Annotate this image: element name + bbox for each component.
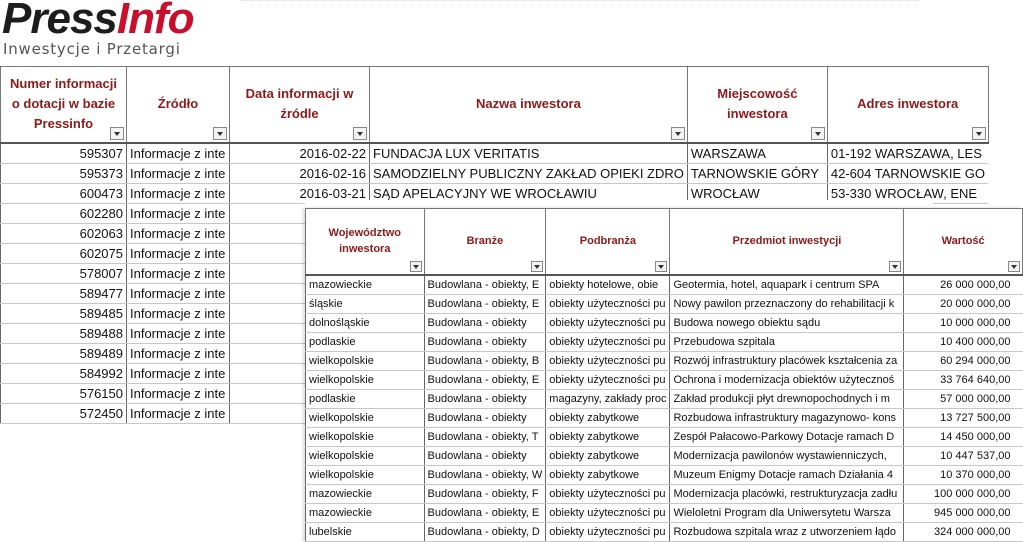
- table-cell[interactable]: 13 727 500,00: [904, 408, 1023, 427]
- logo-title: PressInfo: [2, 0, 194, 43]
- table-cell[interactable]: 2016-02-16: [230, 163, 370, 183]
- table-cell[interactable]: Budowlana - obiekty: [424, 389, 546, 408]
- header-row: [1, 67, 989, 143]
- table-cell[interactable]: 945 000 000,00: [904, 503, 1023, 522]
- table-cell[interactable]: 2016-02-22: [230, 143, 370, 164]
- table-cell[interactable]: obiekty użyteczności pu: [546, 332, 670, 351]
- column-header-investment-subject: Przedmiot inwestycji: [670, 209, 904, 275]
- table-row[interactable]: [306, 484, 1023, 503]
- table-row[interactable]: [306, 446, 1023, 465]
- table-cell[interactable]: Budowlana - obiekty: [424, 446, 546, 465]
- table-cell[interactable]: 589477: [1, 283, 127, 303]
- table-cell[interactable]: mazowieckie: [306, 503, 425, 522]
- table-cell[interactable]: 576150: [1, 383, 127, 403]
- table-cell[interactable]: SĄD APELACYJNY WE WROCŁAWIU: [370, 183, 688, 203]
- table-cell[interactable]: Wieloletni Program dla Uniwersytetu Warsza: [670, 503, 904, 522]
- header-row: [306, 209, 1023, 275]
- filter-dropdown-icon[interactable]: [531, 261, 543, 272]
- filter-dropdown-icon[interactable]: [1008, 261, 1020, 272]
- filter-dropdown-icon[interactable]: [410, 261, 422, 272]
- column-header-value: Wartość: [904, 209, 1023, 275]
- table-cell[interactable]: 10 447 537,00: [904, 446, 1023, 465]
- table-cell[interactable]: Budowlana - obiekty, W: [424, 465, 546, 484]
- table-cell[interactable]: Zespół Pałacowo-Parkowy Dotacje ramach D: [670, 427, 904, 446]
- table-cell[interactable]: obiekty zabytkowe: [546, 446, 670, 465]
- table-cell[interactable]: Rozbudowa infrastruktury magazynowo- kons: [670, 408, 904, 427]
- table-cell[interactable]: obiekty użyteczności pu: [546, 503, 670, 522]
- table-cell[interactable]: Budowlana - obiekty: [424, 313, 546, 332]
- table-cell[interactable]: 10 370 000,00: [904, 465, 1023, 484]
- table-cell[interactable]: obiekty hotelowe, obie: [546, 275, 670, 295]
- column-header-subindustry: Podbranża: [546, 209, 670, 275]
- table-cell[interactable]: TARNOWSKIE GÓRY: [687, 163, 827, 183]
- table-cell[interactable]: 100 000 000,00: [904, 484, 1023, 503]
- table-row[interactable]: [306, 522, 1023, 541]
- table-cell[interactable]: podlaskie: [306, 389, 425, 408]
- table-cell[interactable]: WROCŁAW: [687, 183, 827, 203]
- table-cell[interactable]: Budowlana - obiekty, E: [424, 275, 546, 295]
- table-row[interactable]: [306, 332, 1023, 351]
- table-cell[interactable]: Budowa nowego obiektu sądu: [670, 313, 904, 332]
- table-cell[interactable]: podlaskie: [306, 332, 425, 351]
- table-cell[interactable]: Budowlana - obiekty: [424, 332, 546, 351]
- table-cell[interactable]: Przebudowa szpitala: [670, 332, 904, 351]
- table-cell[interactable]: Budowlana - obiekty: [424, 408, 546, 427]
- table-row[interactable]: [306, 313, 1023, 332]
- column-header-industries: Branże: [424, 209, 546, 275]
- column-header-investor-city: Miejscowość inwestora: [687, 67, 827, 143]
- table-cell[interactable]: obiekty zabytkowe: [546, 408, 670, 427]
- table-cell[interactable]: 572450: [1, 403, 127, 423]
- table-row[interactable]: [306, 408, 1023, 427]
- table-cell[interactable]: Budowlana - obiekty, E: [424, 503, 546, 522]
- table-cell[interactable]: Budowlana - obiekty, D: [424, 522, 546, 541]
- column-header-source: Źródło: [127, 67, 230, 143]
- table-cell[interactable]: obiekty użyteczności pu: [546, 484, 670, 503]
- top-divider: [240, 0, 920, 2]
- table-cell[interactable]: 324 000 000,00: [904, 522, 1023, 541]
- table-cell[interactable]: Muzeum Enigmy Dotacje ramach Działania 4: [670, 465, 904, 484]
- table-cell[interactable]: 57 000 000,00: [904, 389, 1023, 408]
- table-cell[interactable]: 60 294 000,00: [904, 351, 1023, 370]
- table-cell[interactable]: 602063: [1, 223, 127, 243]
- investment-details-table: [305, 208, 1023, 542]
- table-cell[interactable]: 584992: [1, 363, 127, 383]
- table-cell[interactable]: wielkopolskie: [306, 427, 425, 446]
- table-row[interactable]: [306, 275, 1023, 295]
- table-cell[interactable]: Budowlana - obiekty, F: [424, 484, 546, 503]
- filter-dropdown-icon[interactable]: [213, 127, 227, 140]
- filter-dropdown-icon[interactable]: [972, 127, 986, 140]
- table-cell[interactable]: Informacje z inte: [127, 383, 230, 403]
- table-cell[interactable]: 602075: [1, 243, 127, 263]
- table-cell[interactable]: 10 000 000,00: [904, 313, 1023, 332]
- table-cell[interactable]: obiekty użyteczności pu: [546, 294, 670, 313]
- table-cell[interactable]: Zakład produkcji płyt drewnopochodnych i m: [670, 389, 904, 408]
- table-cell[interactable]: mazowieckie: [306, 275, 425, 295]
- table-cell[interactable]: Budowlana - obiekty, E: [424, 370, 546, 389]
- table-cell[interactable]: Informacje z inte: [127, 243, 230, 263]
- table-cell[interactable]: Geotermia, hotel, aquapark i centrum SPA: [670, 275, 904, 295]
- table-cell[interactable]: WARSZAWA: [687, 143, 827, 164]
- table-cell[interactable]: Informacje z inte: [127, 343, 230, 363]
- table-cell[interactable]: 2016-03-21: [230, 183, 370, 203]
- table-row[interactable]: [1, 143, 989, 164]
- filter-dropdown-icon[interactable]: [811, 127, 825, 140]
- table-row[interactable]: [306, 427, 1023, 446]
- table-cell[interactable]: wielkopolskie: [306, 408, 425, 427]
- overlay-gap: [305, 200, 933, 208]
- filter-dropdown-icon[interactable]: [110, 127, 124, 140]
- table-cell[interactable]: Informacje z inte: [127, 403, 230, 423]
- table-row[interactable]: [1, 163, 989, 183]
- pressinfo-logo: [2, 0, 232, 62]
- table-cell[interactable]: mazowieckie: [306, 484, 425, 503]
- table-cell[interactable]: 14 450 000,00: [904, 427, 1023, 446]
- table-row[interactable]: [306, 370, 1023, 389]
- table-cell[interactable]: wielkopolskie: [306, 446, 425, 465]
- table-cell[interactable]: Rozwój infrastruktury placówek kształcenia za: [670, 351, 904, 370]
- table-cell[interactable]: Ochrona i modernizacja obiektów użytecznoś: [670, 370, 904, 389]
- table-cell[interactable]: obiekty użyteczności pu: [546, 522, 670, 541]
- table-row[interactable]: [306, 465, 1023, 484]
- table-cell[interactable]: Modernizacja pawilonów wystawienniczych,: [670, 446, 904, 465]
- table-cell[interactable]: wielkopolskie: [306, 465, 425, 484]
- table-cell[interactable]: obiekty zabytkowe: [546, 427, 670, 446]
- table-cell[interactable]: obiekty użyteczności pu: [546, 313, 670, 332]
- table-cell[interactable]: SAMODZIELNY PUBLICZNY ZAKŁAD OPIEKI ZDRO: [370, 163, 688, 183]
- table-cell[interactable]: 595373: [1, 163, 127, 183]
- table-cell[interactable]: obiekty użyteczności pu: [546, 370, 670, 389]
- table-cell[interactable]: 589489: [1, 343, 127, 363]
- table-cell[interactable]: 10 400 000,00: [904, 332, 1023, 351]
- filter-dropdown-icon[interactable]: [671, 127, 685, 140]
- table-cell[interactable]: dolnośląskie: [306, 313, 425, 332]
- table-cell[interactable]: Informacje z inte: [127, 223, 230, 243]
- table-cell[interactable]: obiekty zabytkowe: [546, 465, 670, 484]
- table-cell[interactable]: Modernizacja placówki, restrukturyzacja zadłu: [670, 484, 904, 503]
- table-row[interactable]: [306, 389, 1023, 408]
- table-cell[interactable]: magazyny, zakłady proc: [546, 389, 670, 408]
- table-cell[interactable]: obiekty użyteczności pu: [546, 351, 670, 370]
- table-cell[interactable]: 26 000 000,00: [904, 275, 1023, 295]
- table-cell[interactable]: 20 000 000,00: [904, 294, 1023, 313]
- table-cell[interactable]: 01-192 WARSZAWA, LES: [827, 143, 988, 164]
- table-cell[interactable]: 595307: [1, 143, 127, 164]
- table-cell[interactable]: Rozbudowa szpitala wraz z utworzeniem łądo: [670, 522, 904, 541]
- filter-dropdown-icon[interactable]: [655, 261, 667, 272]
- table-cell[interactable]: Nowy pawilon przeznaczony do rehabilitacji k: [670, 294, 904, 313]
- table-cell[interactable]: Informacje z inte: [127, 183, 230, 203]
- table-cell[interactable]: 589488: [1, 323, 127, 343]
- table-cell[interactable]: Informacje z inte: [127, 323, 230, 343]
- logo-subtitle: Inwestycje i Przetargi: [3, 40, 181, 58]
- table-cell[interactable]: śląskie: [306, 294, 425, 313]
- table-cell[interactable]: Informacje z inte: [127, 283, 230, 303]
- filter-dropdown-icon[interactable]: [353, 127, 367, 140]
- table-cell[interactable]: wielkopolskie: [306, 351, 425, 370]
- table-cell[interactable]: wielkopolskie: [306, 370, 425, 389]
- table-cell[interactable]: 53-330 WROCŁAW, ENE: [827, 183, 988, 203]
- table-cell[interactable]: Informacje z inte: [127, 163, 230, 183]
- table-cell[interactable]: Informacje z inte: [127, 203, 230, 223]
- table-cell[interactable]: 589485: [1, 303, 127, 323]
- column-header-date: Data informacji w źródle: [230, 67, 370, 143]
- table-cell[interactable]: Budowlana - obiekty, B: [424, 351, 546, 370]
- table-cell[interactable]: Budowlana - obiekty, E: [424, 294, 546, 313]
- table-cell[interactable]: 33 764 640,00: [904, 370, 1023, 389]
- table-cell[interactable]: 42-604 TARNOWSKIE GO: [827, 163, 988, 183]
- table-cell[interactable]: FUNDACJA LUX VERITATIS: [370, 143, 688, 164]
- table-cell[interactable]: Budowlana - obiekty, T: [424, 427, 546, 446]
- table-cell[interactable]: Informacje z inte: [127, 143, 230, 164]
- table-row[interactable]: [306, 294, 1023, 313]
- table-cell[interactable]: Informacje z inte: [127, 263, 230, 283]
- column-header-investor-name: Nazwa inwestora: [370, 67, 688, 143]
- column-header-number: Numer informacji o dotacji w bazie Pressinfo: [1, 67, 127, 143]
- table-cell[interactable]: 600473: [1, 183, 127, 203]
- table-cell[interactable]: Informacje z inte: [127, 363, 230, 383]
- filter-dropdown-icon[interactable]: [889, 261, 901, 272]
- column-header-investor-address: Adres inwestora: [827, 67, 988, 143]
- table-row[interactable]: [306, 351, 1023, 370]
- table-row[interactable]: [306, 503, 1023, 522]
- table-cell[interactable]: 602280: [1, 203, 127, 223]
- table-cell[interactable]: 578007: [1, 263, 127, 283]
- table-cell[interactable]: Informacje z inte: [127, 303, 230, 323]
- column-header-voivodeship: Województwo inwestora: [306, 209, 425, 275]
- table-cell[interactable]: lubelskie: [306, 522, 425, 541]
